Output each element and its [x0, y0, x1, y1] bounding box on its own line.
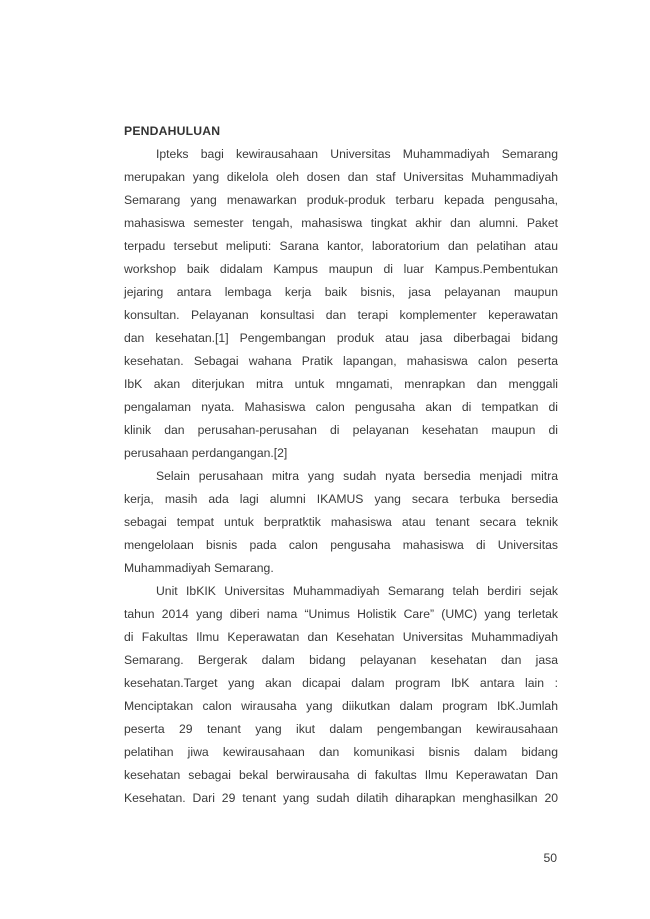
text-line: sebagai tempat untuk berpratktik mahasiswa atau tenant secara teknik	[124, 515, 558, 529]
text-line: klinik dan perusahan-perusahan di pelayanan kesehatan maupun di	[124, 423, 558, 437]
text-line: IbK akan diterjukan mitra untuk mngamati, menrapkan dan menggali	[124, 377, 558, 391]
text-line: kesehatan sebagai bekal berwirausaha di fakultas Ilmu Keperawatan Dan	[124, 768, 558, 782]
text-line: tahun 2014 yang diberi nama “Unimus Holistik Care” (UMC) yang terletak	[124, 607, 558, 621]
text-line: Muhammadiyah Semarang.	[124, 561, 274, 575]
text-line: peserta 29 tenant yang ikut dalam pengembangan kewirausahaan	[124, 722, 558, 736]
text-line: mengelolaan bisnis pada calon pengusaha mahasiswa di Universitas	[124, 538, 558, 552]
text-line: dan kesehatan.[1] Pengembangan produk atau jasa diberbagai bidang	[124, 331, 558, 345]
text-line: merupakan yang dikelola oleh dosen dan staf Universitas Muhammadiyah	[124, 170, 558, 184]
text-line: Ipteks bagi kewirausahaan Universitas Muhammadiyah Semarang	[156, 147, 558, 161]
section-heading: PENDAHULUAN	[124, 124, 221, 138]
text-line: workshop baik didalam Kampus maupun di luar Kampus.Pembentukan	[124, 262, 558, 276]
text-line: Semarang yang menawarkan produk-produk terbaru kepada pengusaha,	[124, 193, 558, 207]
text-line: pengalaman nyata. Mahasiswa calon pengusaha akan di tempatkan di	[124, 400, 558, 414]
text-line: di Fakultas Ilmu Keperawatan dan Kesehatan Universitas Muhammadiyah	[124, 630, 558, 644]
text-line: terpadu tersebut meliputi: Sarana kantor, laboratorium dan pelatihan atau	[124, 239, 558, 253]
page-number: 50	[543, 851, 557, 865]
text-line: kesehatan. Sebagai wahana Pratik lapangan, mahasiswa calon peserta	[124, 354, 558, 368]
text-line: perusahaan perdangangan.[2]	[124, 446, 288, 460]
text-line: Kesehatan. Dari 29 tenant yang sudah dilatih diharapkan menghasilkan 20	[124, 791, 558, 805]
text-line: Unit IbKIK Universitas Muhammadiyah Semarang telah berdiri sejak	[156, 584, 558, 598]
text-line: Semarang. Bergerak dalam bidang pelayanan kesehatan dan jasa	[124, 653, 558, 667]
text-line: pelatihan jiwa kewirausahaan dan komunikasi bisnis dalam bidang	[124, 745, 558, 759]
text-line: konsultan. Pelayanan konsultasi dan terapi komplementer keperawatan	[124, 308, 558, 322]
text-line: jejaring antara lembaga kerja baik bisnis, jasa pelayanan maupun	[124, 285, 558, 299]
text-line: mahasiswa semester tengah, mahasiswa tingkat akhir dan alumni. Paket	[124, 216, 558, 230]
text-line: Selain perusahaan mitra yang sudah nyata bersedia menjadi mitra	[156, 469, 558, 483]
text-line: kesehatan.Target yang akan dicapai dalam program IbK antara lain :	[124, 676, 558, 690]
text-line: Menciptakan calon wirausaha yang diikutkan dalam program IbK.Jumlah	[124, 699, 558, 713]
text-line: kerja, masih ada lagi alumni IKAMUS yang secara terbuka bersedia	[124, 492, 558, 506]
